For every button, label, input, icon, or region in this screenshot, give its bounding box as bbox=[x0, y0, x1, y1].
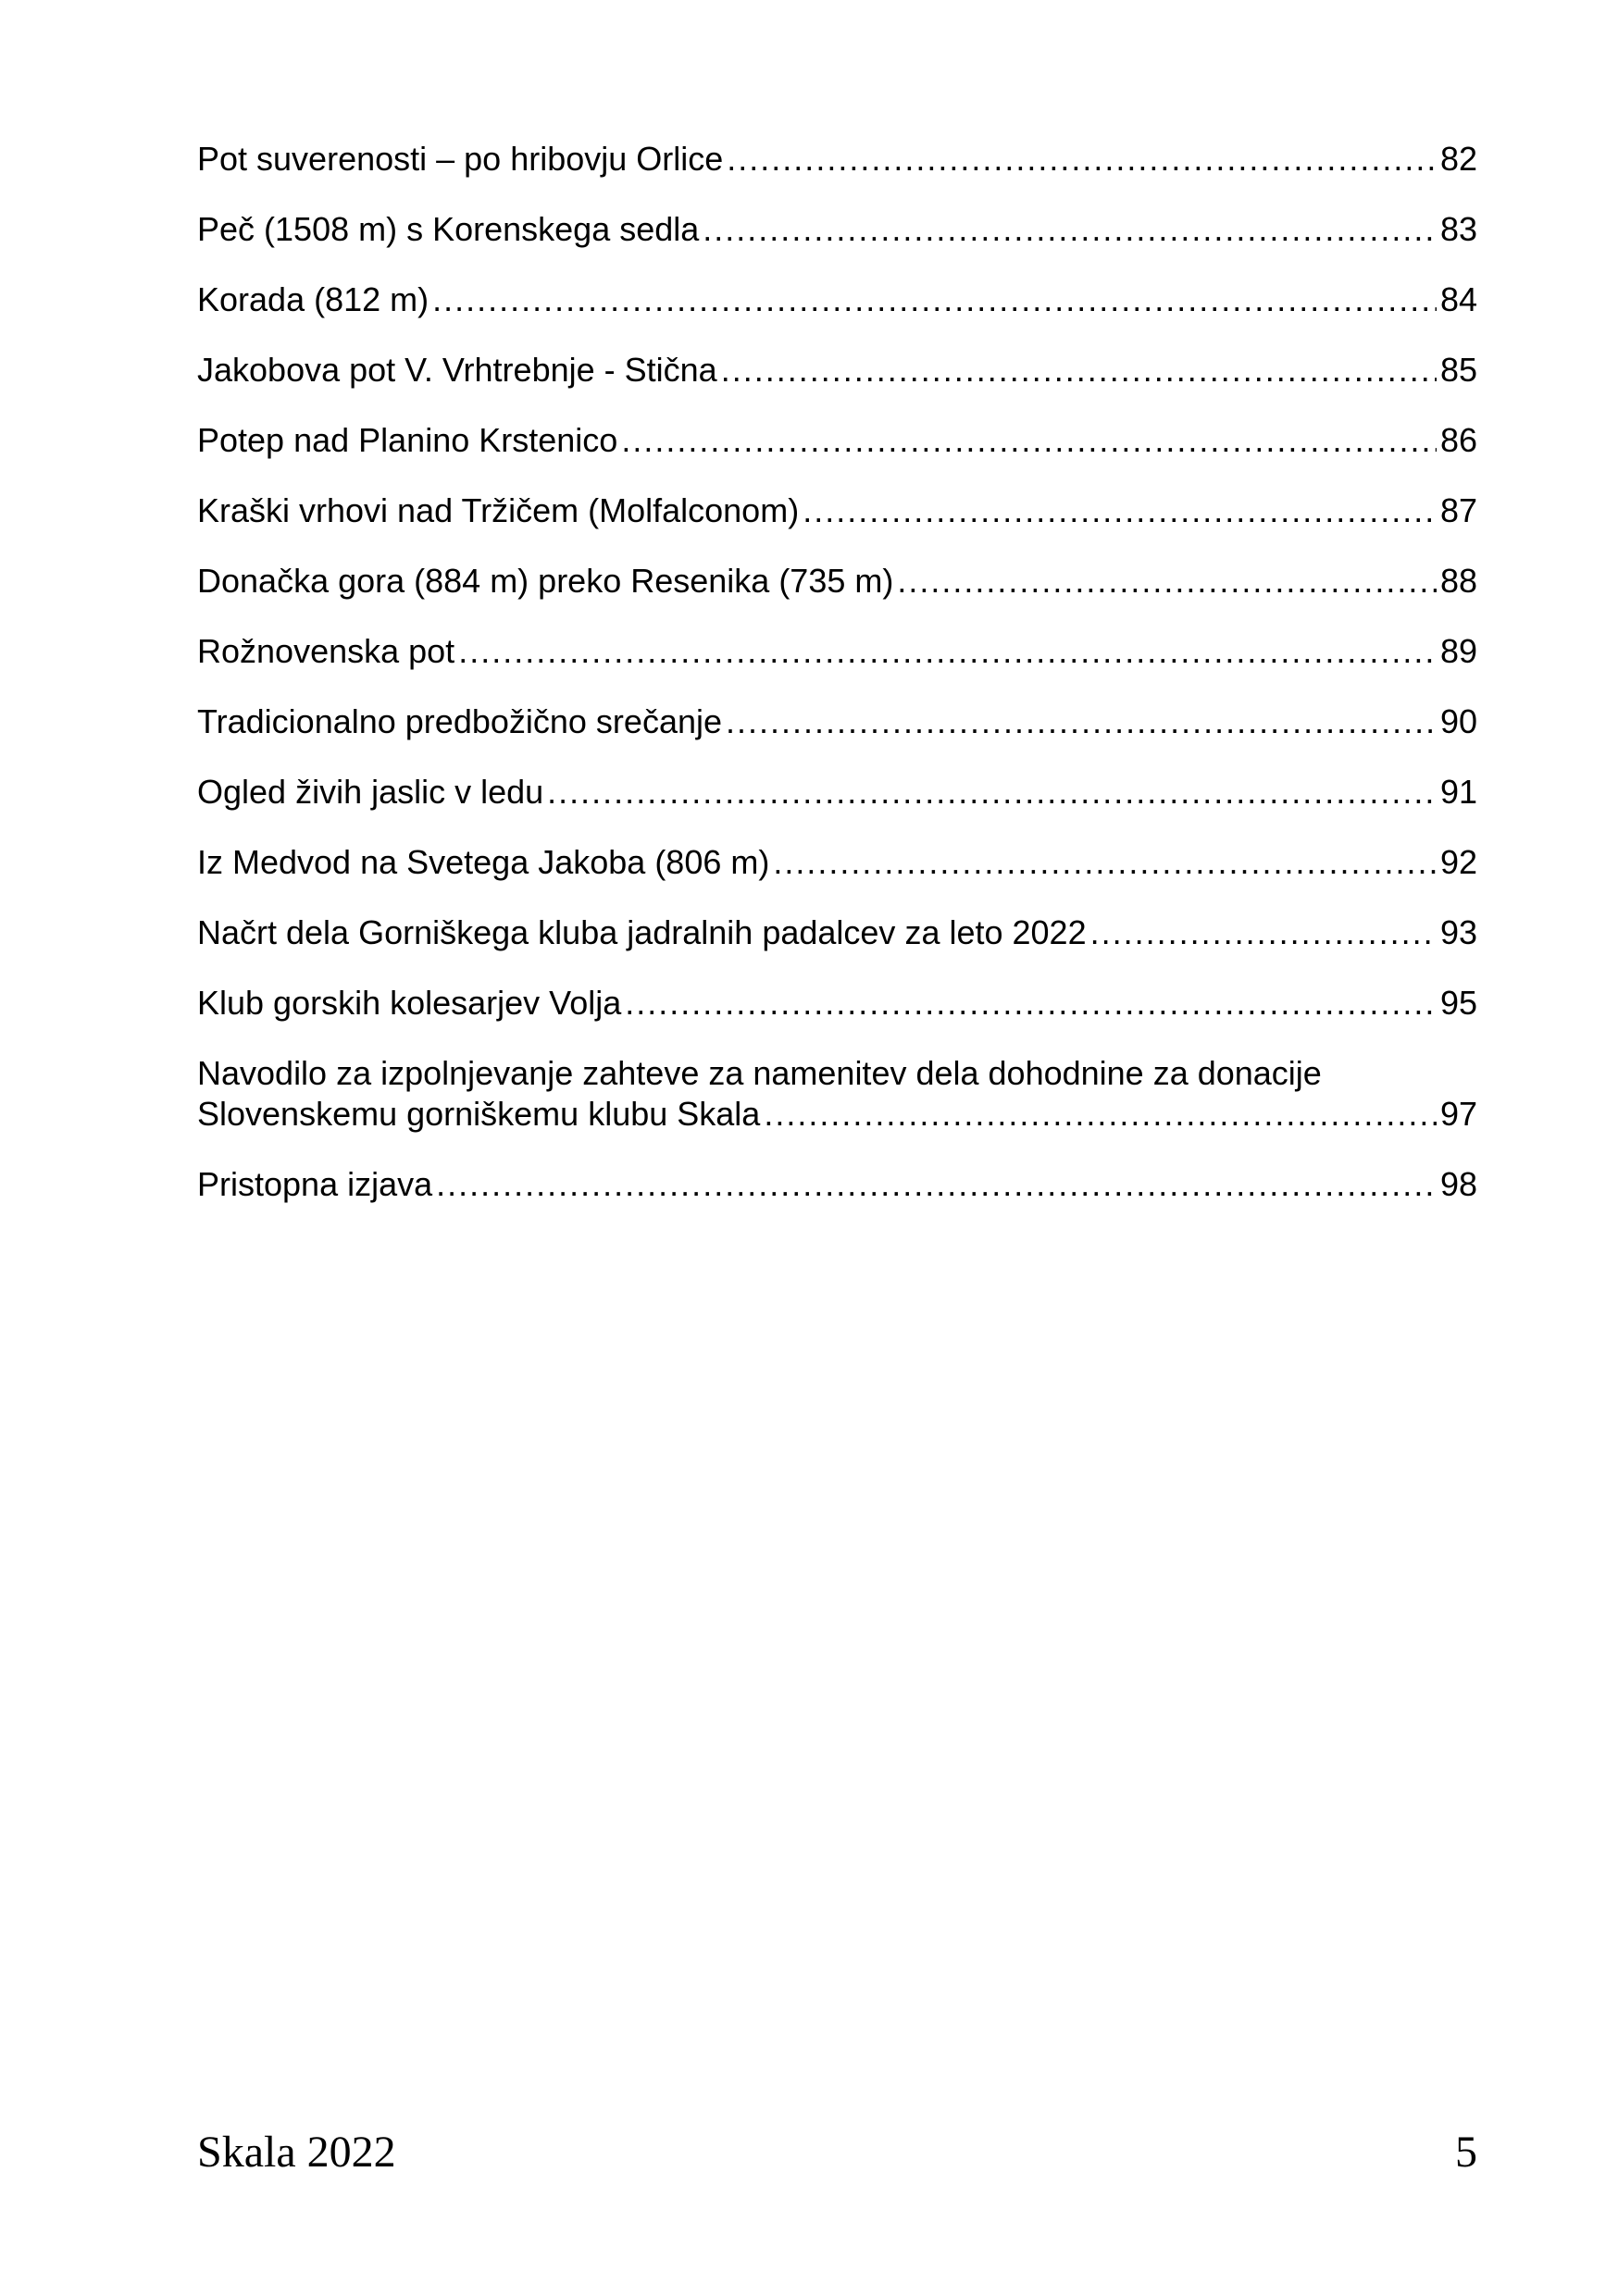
toc-dot-leader bbox=[727, 139, 1437, 180]
toc-dot-leader bbox=[1090, 912, 1437, 953]
toc-entry-page: 83 bbox=[1439, 210, 1477, 248]
toc-entry-page: 89 bbox=[1439, 632, 1477, 670]
toc-entry-title: Ogled živih jaslic v ledu bbox=[197, 773, 544, 811]
toc-entry-page: 93 bbox=[1439, 913, 1477, 951]
toc-entry-title: Rožnovenska pot bbox=[197, 632, 455, 670]
toc-entry[interactable] bbox=[197, 350, 1477, 391]
toc-entry[interactable] bbox=[197, 631, 1477, 672]
toc-entry-title: Tradicionalno predbožično srečanje bbox=[197, 702, 722, 740]
toc-entry-title: Potep nad Planino Krstenico bbox=[197, 421, 618, 459]
toc-entry-title: Korada (812 m) bbox=[197, 280, 429, 318]
toc-entry[interactable] bbox=[197, 490, 1477, 531]
toc-dot-leader bbox=[721, 350, 1437, 391]
toc-entry-title: Pot suverenosti – po hribovju Orlice bbox=[197, 140, 724, 178]
toc-entry-page: 84 bbox=[1439, 280, 1477, 318]
toc-entry[interactable] bbox=[197, 420, 1477, 461]
toc-entry-page: 98 bbox=[1439, 1165, 1477, 1203]
toc-entry[interactable] bbox=[197, 279, 1477, 320]
toc-entry[interactable] bbox=[197, 1053, 1477, 1135]
toc-entry[interactable] bbox=[197, 209, 1477, 250]
toc-entry[interactable] bbox=[197, 701, 1477, 742]
toc-entry-title-line2: Slovenskemu gorniškemu klubu Skala bbox=[197, 1095, 761, 1133]
toc-entry-title: Kraški vrhovi nad Tržičem (Molfalconom) bbox=[197, 491, 800, 529]
toc-entry-page: 91 bbox=[1439, 773, 1477, 811]
toc-entry-page: 95 bbox=[1439, 984, 1477, 1022]
toc-dot-leader bbox=[764, 1094, 1437, 1135]
toc-entry[interactable] bbox=[197, 842, 1477, 883]
toc-entry-page: 97 bbox=[1439, 1095, 1477, 1133]
toc-entry[interactable] bbox=[197, 772, 1477, 813]
footer-page-number: 5 bbox=[1455, 2128, 1477, 2177]
toc-entry-page: 90 bbox=[1439, 702, 1477, 740]
toc-entry-page: 88 bbox=[1439, 562, 1477, 600]
footer-publication-title: Skala 2022 bbox=[197, 2128, 396, 2177]
toc-entry-page: 86 bbox=[1439, 421, 1477, 459]
toc-entry[interactable] bbox=[197, 139, 1477, 180]
toc-entry-title-line1: Navodilo za izpolnjevanje zahteve za namenitev dela dohodnine za donacije bbox=[197, 1054, 1322, 1092]
toc-entry-last-line bbox=[197, 1094, 1477, 1135]
toc-entry-title: Donačka gora (884 m) preko Resenika (735 m) bbox=[197, 562, 894, 600]
toc-entry[interactable] bbox=[197, 1164, 1477, 1205]
toc-entry-page: 87 bbox=[1439, 491, 1477, 529]
toc-entry-page: 92 bbox=[1439, 843, 1477, 881]
toc-dot-leader bbox=[803, 490, 1437, 531]
toc-dot-leader bbox=[621, 420, 1437, 461]
toc-entry[interactable] bbox=[197, 561, 1477, 602]
toc-dot-leader bbox=[897, 561, 1437, 602]
toc-entry[interactable] bbox=[197, 983, 1477, 1024]
toc-dot-leader bbox=[703, 209, 1437, 250]
page-footer bbox=[197, 2127, 1477, 2178]
toc-dot-leader bbox=[726, 701, 1437, 742]
toc-dot-leader bbox=[547, 772, 1437, 813]
toc-entry-title: Načrt dela Gorniškega kluba jadralnih padalcev za leto 2022 bbox=[197, 913, 1087, 951]
toc-dot-leader bbox=[625, 983, 1437, 1024]
toc-entry-title: Peč (1508 m) s Korenskega sedla bbox=[197, 210, 700, 248]
toc-dot-leader bbox=[436, 1164, 1437, 1205]
table-of-contents bbox=[197, 139, 1477, 1235]
toc-entry-page: 85 bbox=[1439, 351, 1477, 389]
toc-entry-title: Klub gorskih kolesarjev Volja bbox=[197, 984, 622, 1022]
toc-entry-title: Iz Medvod na Svetega Jakoba (806 m) bbox=[197, 843, 770, 881]
toc-entry-title: Pristopna izjava bbox=[197, 1165, 433, 1203]
toc-dot-leader bbox=[432, 279, 1437, 320]
toc-entry[interactable] bbox=[197, 912, 1477, 953]
toc-entry-page: 82 bbox=[1439, 140, 1477, 178]
toc-dot-leader bbox=[458, 631, 1437, 672]
toc-entry-title: Jakobova pot V. Vrhtrebnje - Stična bbox=[197, 351, 717, 389]
toc-dot-leader bbox=[773, 842, 1437, 883]
